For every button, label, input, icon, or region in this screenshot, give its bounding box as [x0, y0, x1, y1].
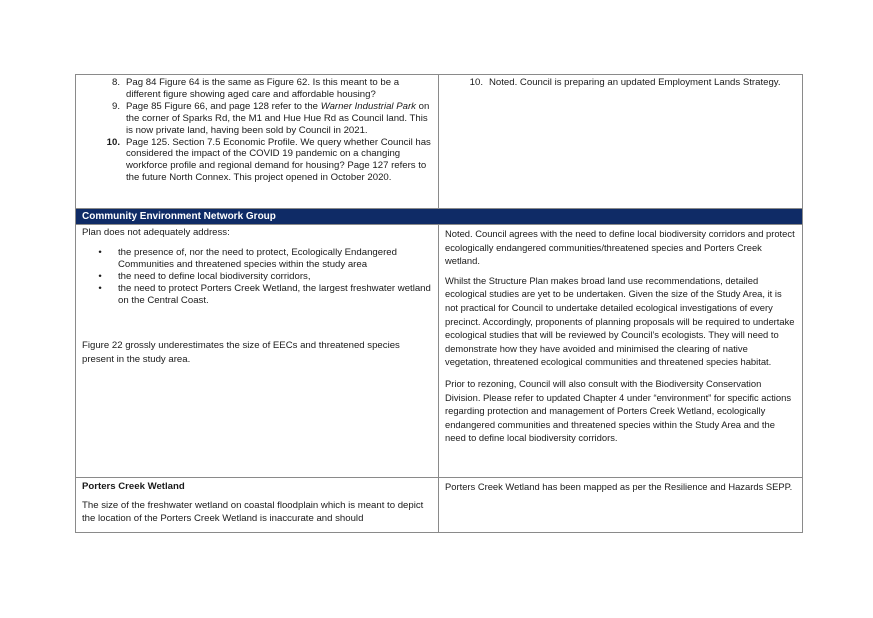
- item-number: 10.: [469, 77, 483, 88]
- list-item: [82, 271, 432, 283]
- bullet-icon: •: [98, 282, 102, 294]
- list-item: [82, 77, 432, 101]
- bullet-list: [82, 247, 432, 307]
- submission-cell: [76, 225, 439, 477]
- submission-text: The size of the freshwater wetland on coastal floodplain which is meant to depict the location of the Porters Creek Wetland is inaccurate and should: [82, 500, 424, 525]
- row-heading: Porters Creek Wetland: [82, 481, 185, 492]
- bullet-icon: •: [98, 246, 102, 258]
- response-paragraph: Porters Creek Wetland has been mapped as per the Resilience and Hazards SEPP.: [445, 481, 793, 492]
- list-item: [82, 283, 432, 307]
- submission-cell: [76, 75, 439, 208]
- item-text: Page 125. Section 7.5 Economic Profile. We query whether Council has considered the impact of the COVID 19 pandemic on a changing workforce profile and regional demand for housing? Page 127 refers to the future North Connex. This project opened in October 2020.: [126, 136, 431, 184]
- bullet-text: the need to protect Porters Creek Wetland, the largest freshwater wetland on the Central Coast.: [118, 282, 431, 306]
- figure-note: Figure 22 grossly underestimates the size of EECs and threatened species present in the study area.: [82, 340, 400, 366]
- item-text: Pag 84 Figure 64 is the same as Figure 62. Is this meant to be a different figure showing aged care and affordable housing?: [126, 77, 400, 100]
- bullet-text: the presence of, nor the need to protect, Ecologically Endangered Communities and threatened species within the study area: [118, 246, 397, 270]
- item-number: 8.: [111, 77, 120, 88]
- response-cell: [439, 478, 802, 532]
- intro-text: Plan does not adequately address:: [82, 227, 230, 238]
- table-row: [76, 224, 802, 477]
- bullet-text: the need to define local biodiversity corridors,: [118, 270, 311, 282]
- item-text: [126, 101, 432, 137]
- table-row: [76, 477, 802, 532]
- response-cell: [439, 75, 802, 208]
- item-text-part: Page 85 Figure 66, and page 128 refer to the: [126, 100, 321, 112]
- submission-cell: [76, 478, 439, 532]
- numbered-list: [82, 77, 432, 184]
- submissions-table: [75, 74, 803, 533]
- response-paragraph: Whilst the Structure Plan makes broad land use recommendations, detailed ecological studies are yet to be undertaken. Given the size of the Study Area, it is not practical for Council to undertake detailed ecological investigations of every precinct. Accordingly, proponents of planning proposals will be required to undertake ecological studies that will be reviewed by Council’s ecologists. They will need to demonstrate how they have avoided and minimised the clearing of native vegetation, threatened ecological communities and threatened species habitat.: [445, 274, 795, 368]
- list-item: [82, 247, 432, 271]
- response-paragraph: Noted. Council agrees with the need to define local biodiversity corridors and protect ecologically endangered communities/threatened species and Porters Creek wetland.: [445, 228, 795, 267]
- item-number: 9.: [111, 100, 120, 112]
- response-paragraph: Prior to rezoning, Council will also consult with the Biodiversity Conservation Division. Please refer to updated Chapter 4 under “environment” for specific actions regarding protection and management of Porters Creek Wetland, ecologically endangered communities and threatened species within the Study Area and the need to define local biodiversity corridors.: [445, 377, 792, 444]
- item-number: 10.: [106, 136, 120, 148]
- list-item: [445, 77, 796, 89]
- list-item: [82, 101, 432, 137]
- item-text-part: on the corner of Sparks Rd, the M1 and Hue Hue Rd as Council land. This is now private land, having been sold by Council in 2021.: [126, 100, 430, 136]
- bullet-icon: •: [98, 270, 102, 282]
- numbered-list: [445, 77, 796, 89]
- response-cell: [439, 225, 802, 477]
- item-text: Noted. Council is preparing an updated Employment Lands Strategy.: [489, 77, 781, 88]
- table-row: [76, 75, 802, 208]
- list-item: [82, 137, 432, 185]
- section-header: Community Environment Network Group: [76, 208, 802, 224]
- item-text-italic: Warner Industrial Park: [320, 100, 416, 112]
